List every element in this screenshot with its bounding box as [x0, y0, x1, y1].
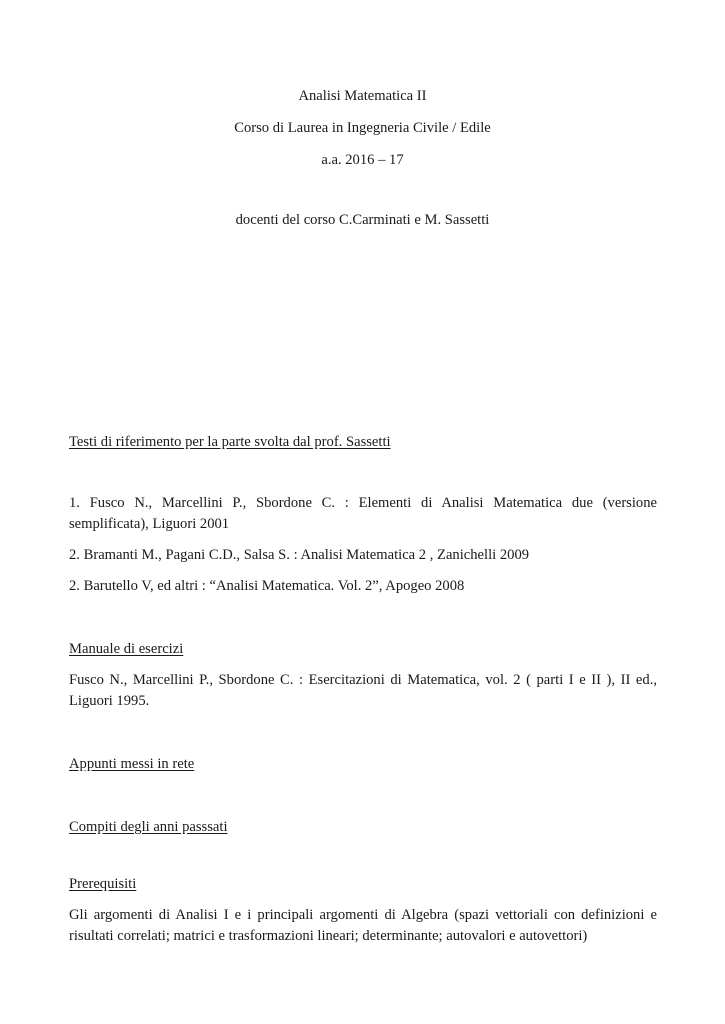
past-exams-heading: Compiti degli anni passsati — [69, 819, 228, 835]
exercises-heading: Manuale di esercizi — [69, 641, 184, 657]
prerequisites-text: Gli argomenti di Analisi I e i principali argomenti di Algebra (spazi vettoriali con definizioni e risultati correlati; matrici e trasformazioni lineari; determinante; autovalori e autovettori) — [69, 907, 657, 944]
notes-heading: Appunti messi in rete — [69, 756, 195, 772]
reference-item-3: 2. Barutello V, ed altri : “Analisi Matematica. Vol. 2”, Apogeo 2008 — [69, 578, 465, 594]
course-teachers: docenti del corso C.Carminati e M. Sassetti — [235, 212, 490, 228]
prerequisites-heading: Prerequisiti — [69, 876, 137, 892]
reference-item-1: 1. Fusco N., Marcellini P., Sbordone C. : Elementi di Analisi Matematica due (versione semplificata), Liguori 2001 — [69, 495, 657, 532]
reference-item-2: 2. Bramanti M., Pagani C.D., Salsa S. : Analisi Matematica 2 , Zanichelli 2009 — [69, 547, 530, 563]
references-heading: Testi di riferimento per la parte svolta dal prof. Sassetti — [69, 434, 391, 450]
degree-program: Corso di Laurea in Ingegneria Civile / Edile — [234, 120, 491, 136]
exercises-text: Fusco N., Marcellini P., Sbordone C. : Esercitazioni di Matematica, vol. 2 ( parti I e II ), II ed., Liguori 1995. — [69, 672, 657, 709]
academic-year: a.a. 2016 – 17 — [321, 152, 404, 168]
course-title: Analisi Matematica II — [298, 88, 427, 104]
